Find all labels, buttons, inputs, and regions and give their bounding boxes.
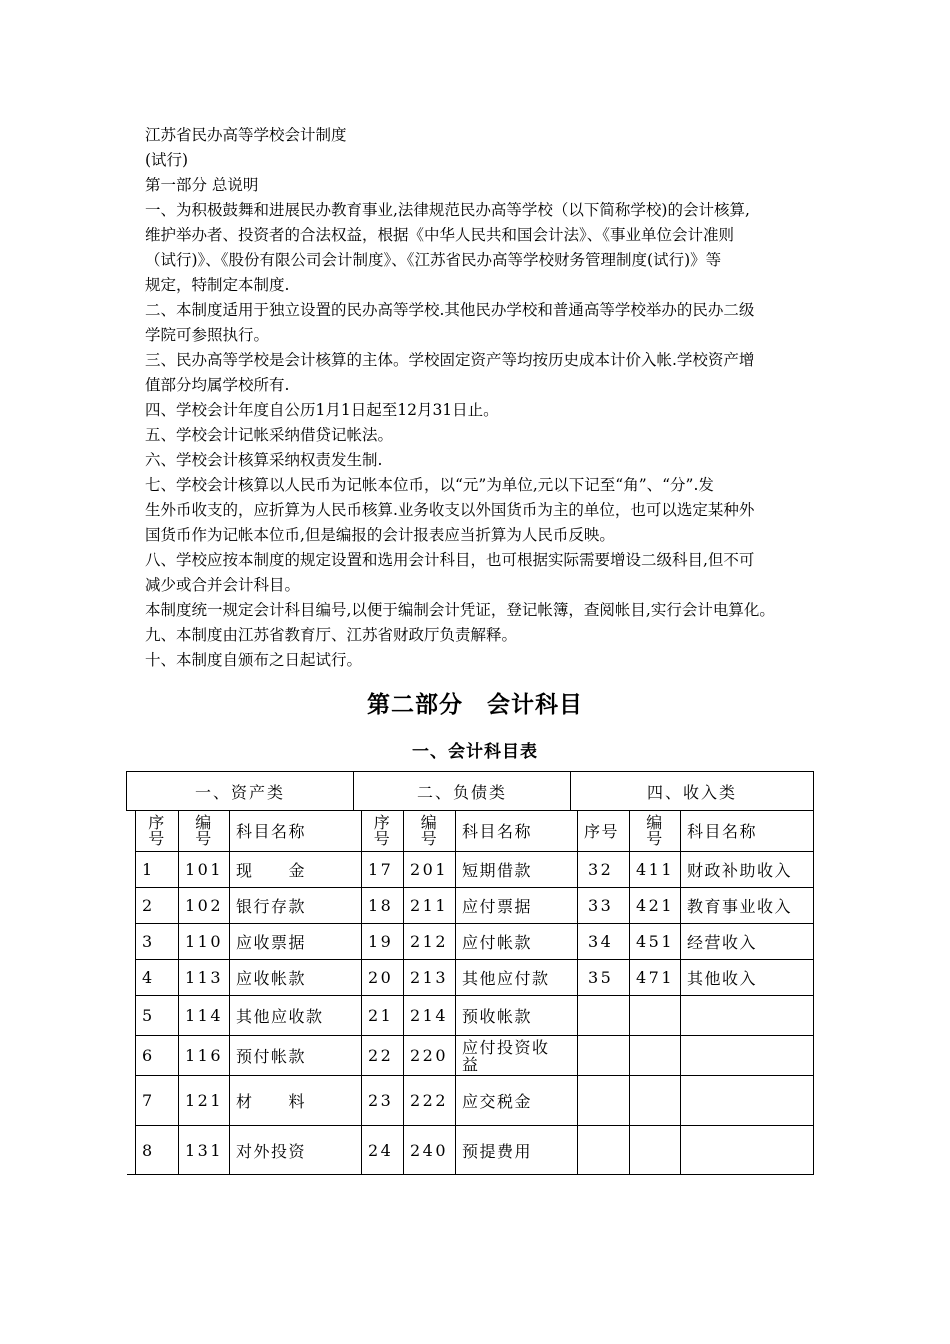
table-cell-line: 应付投资收 <box>462 1037 550 1057</box>
header-name: 科目名称 <box>681 810 814 852</box>
paragraph-line: 五、学校会计记帐采纳借贷记帐法。 <box>145 426 394 444</box>
table-cell <box>681 1076 814 1126</box>
table-cell: 35 <box>578 960 630 996</box>
header-seq-char: 序 <box>148 812 166 832</box>
table-cell: 3 <box>135 924 179 960</box>
table-cell: 预收帐款 <box>456 996 578 1036</box>
table-cell: 212 <box>404 924 456 960</box>
category-income: 四、收入类 <box>570 771 814 811</box>
table-cell-line: 益 <box>462 1054 480 1074</box>
table-cell: 34 <box>578 924 630 960</box>
table-cell: 33 <box>578 888 630 924</box>
header-seq-char: 号 <box>148 828 166 848</box>
header-code <box>404 810 456 852</box>
table-cell: 411 <box>630 852 681 888</box>
doc-title: 江苏省民办高等学校会计制度 <box>145 126 347 144</box>
paragraph-line: 规定，特制定本制度. <box>145 276 290 294</box>
header-seq-char: 号 <box>373 828 392 848</box>
table-cell-multiline <box>456 1036 578 1076</box>
table-cell: 23 <box>362 1076 404 1126</box>
table-cell <box>630 1036 681 1076</box>
table-cell: 214 <box>404 996 456 1036</box>
table-cell: 201 <box>404 852 456 888</box>
table-cell <box>630 1076 681 1126</box>
table-cell: 预付帐款 <box>230 1036 362 1076</box>
category-assets: 一、资产类 <box>126 771 354 811</box>
table-cell: 银行存款 <box>230 888 362 924</box>
table-edge-mark <box>127 1174 135 1175</box>
table-cell <box>578 1036 630 1076</box>
table-cell <box>578 1076 630 1126</box>
table-cell <box>578 1126 630 1175</box>
table-cell: 17 <box>362 852 404 888</box>
table-cell: 114 <box>179 996 230 1036</box>
header-code-char: 编 <box>195 812 213 832</box>
paragraph-line: 七、学校会计核算以人民币为记帐本位币，以“元”为单位,元以下记至“角”、“分”.发 <box>145 476 714 494</box>
table-cell: 20 <box>362 960 404 996</box>
table-cell <box>681 1036 814 1076</box>
table-cell: 21 <box>362 996 404 1036</box>
table-cell: 8 <box>135 1126 179 1175</box>
header-code-char: 号 <box>195 828 213 848</box>
header-code-char: 号 <box>646 828 664 848</box>
paragraph-line: 生外币收支的，应折算为人民币核算.业务收支以外国货币为主的单位，也可以选定某种外 <box>145 501 755 519</box>
table-cell: 4 <box>135 960 179 996</box>
table-cell: 现 金 <box>230 852 362 888</box>
header-code <box>630 810 681 852</box>
table-cell: 110 <box>179 924 230 960</box>
table-cell: 7 <box>135 1076 179 1126</box>
paragraph-line: 十、本制度自颁布之日起试行。 <box>145 651 363 669</box>
table-cell: 1 <box>135 852 179 888</box>
table-cell: 应付票据 <box>456 888 578 924</box>
header-name: 科目名称 <box>456 810 578 852</box>
paragraph-line: （试行)》、《股份有限公司会计制度》、《江苏省民办高等学校财务管理制度(试行)》等 <box>145 251 722 269</box>
table-cell: 应付帐款 <box>456 924 578 960</box>
header-seq-char: 序 <box>373 812 392 832</box>
category-liabilities: 二、负债类 <box>353 771 571 811</box>
table-cell: 其他收入 <box>681 960 814 996</box>
table-cell: 102 <box>179 888 230 924</box>
paragraph-line: 九、本制度由江苏省教育厅、江苏省财政厅负责解释。 <box>145 626 518 644</box>
paragraph-line: 值部分均属学校所有. <box>145 376 290 394</box>
header-code-char: 编 <box>646 812 664 832</box>
table-cell: 24 <box>362 1126 404 1175</box>
table-cell: 18 <box>362 888 404 924</box>
header-code-char: 号 <box>420 828 439 848</box>
table-cell <box>681 996 814 1036</box>
table-cell: 应收帐款 <box>230 960 362 996</box>
part1-heading: 第一部分 总说明 <box>145 176 259 194</box>
table-cell: 116 <box>179 1036 230 1076</box>
paragraph-line: 本制度统一规定会计科目编号,以便于编制会计凭证，登记帐簿，查阅帐目,实行会计电算化。 <box>145 601 775 619</box>
table-cell: 101 <box>179 852 230 888</box>
paragraph-line: 八、学校应按本制度的规定设置和选用会计科目，也可根据实际需要增设二级科目,但不可 <box>145 551 755 569</box>
table-cell: 材 料 <box>230 1076 362 1126</box>
paragraph-line: 六、学校会计核算采纳权责发生制. <box>145 451 383 469</box>
table-cell: 经营收入 <box>681 924 814 960</box>
table-cell: 22 <box>362 1036 404 1076</box>
table-cell: 131 <box>179 1126 230 1175</box>
table-cell: 222 <box>404 1076 456 1126</box>
table-cell <box>630 996 681 1036</box>
table-cell: 2 <box>135 888 179 924</box>
paragraph-line: 一、为积极鼓舞和进展民办教育事业,法律规范民办高等学校（以下简称学校)的会计核算, <box>145 201 750 219</box>
table-cell: 32 <box>578 852 630 888</box>
table-cell: 财政补助收入 <box>681 852 814 888</box>
table-cell: 短期借款 <box>456 852 578 888</box>
header-seq <box>362 810 404 852</box>
table-cell: 19 <box>362 924 404 960</box>
paragraph-line: 学院可参照执行。 <box>145 326 270 344</box>
part2-heading: 第二部分 会计科目 <box>367 692 583 718</box>
table-cell: 其他应付款 <box>456 960 578 996</box>
table-cell: 5 <box>135 996 179 1036</box>
paragraph-line: 四、学校会计年度自公历1月1日起至12月31日止。 <box>145 401 499 419</box>
table-cell: 471 <box>630 960 681 996</box>
table-cell: 121 <box>179 1076 230 1126</box>
table-cell: 对外投资 <box>230 1126 362 1175</box>
paragraph-line: 维护举办者、投资者的合法权益，根据《中华人民共和国会计法》、《事业单位会计准则 <box>145 226 735 244</box>
table-heading: 一、会计科目表 <box>412 742 538 762</box>
intro-section <box>145 123 825 673</box>
table-cell: 220 <box>404 1036 456 1076</box>
doc-subtitle: (试行) <box>145 151 189 169</box>
paragraph-line: 三、民办高等学校是会计核算的主体。学校固定资产等均按历史成本计价入帐.学校资产增 <box>145 351 755 369</box>
table-cell <box>630 1126 681 1175</box>
table-cell: 应交税金 <box>456 1076 578 1126</box>
table-cell: 211 <box>404 888 456 924</box>
table-cell: 预提费用 <box>456 1126 578 1175</box>
table-cell: 240 <box>404 1126 456 1175</box>
table-cell: 213 <box>404 960 456 996</box>
header-seq <box>135 810 179 852</box>
table-cell: 451 <box>630 924 681 960</box>
table-cell: 应收票据 <box>230 924 362 960</box>
paragraph-line: 国货币作为记帐本位币,但是编报的会计报表应当折算为人民币反映。 <box>145 526 615 544</box>
table-cell: 113 <box>179 960 230 996</box>
table-cell <box>681 1126 814 1175</box>
header-name: 科目名称 <box>230 810 362 852</box>
paragraph-line: 减少或合并会计科目。 <box>145 576 301 594</box>
table-cell: 教育事业收入 <box>681 888 814 924</box>
table-cell: 其他应收款 <box>230 996 362 1036</box>
header-code-char: 编 <box>420 812 439 832</box>
table-cell <box>578 996 630 1036</box>
table-cell: 6 <box>135 1036 179 1076</box>
table-cell: 421 <box>630 888 681 924</box>
header-code <box>179 810 230 852</box>
header-seq: 序号 <box>578 810 630 852</box>
paragraph-line: 二、本制度适用于独立设置的民办高等学校.其他民办学校和普通高等学校举办的民办二级 <box>145 301 755 319</box>
